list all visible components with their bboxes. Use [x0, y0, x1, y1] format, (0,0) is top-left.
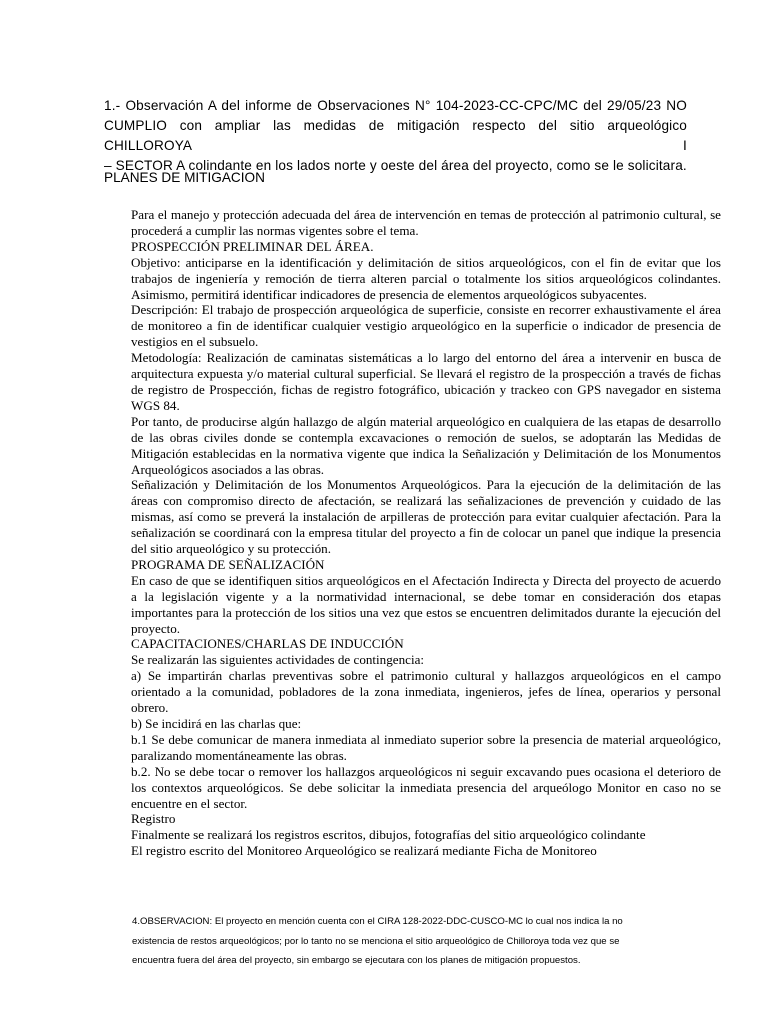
mitigation-plan-body [131, 207, 721, 859]
paragraph-finalmente: Finalmente se realizará los registros escritos, dibujos, fotografías del sitio arqueológico colindante [131, 827, 646, 843]
paragraph-descripcion: Descripción: El trabajo de prospección arqueológica de superficie, consiste en recorrer exhaustivamente el área de monitoreo a fin de identificar cualquier vestigio arqueológico en la superficie o indicador de presencia de vestigios en el subsuelo. [131, 302, 721, 350]
observation-line-2: existencia de restos arqueológicos; por lo tanto no se menciona el sitio arqueológico de Chilloroya toda vez que se [132, 935, 620, 947]
observation-line-1: 4.OBSERVACION: El proyecto en mención cuenta con el CIRA 128-2022-DDC-CUSCO-MC lo cual nos indica la no [132, 916, 623, 927]
paragraph-registro-escrito: El registro escrito del Monitoreo Arqueológico se realizará mediante Ficha de Monitoreo [131, 843, 597, 859]
subheading-programa: PROGRAMA DE SEÑALIZACIÓN [131, 556, 325, 572]
paragraph-senalizacion: Señalización y Delimitación de los Monumentos Arqueológicos. Para la ejecución de la delimitación de las áreas con compromiso directo de afectación, se realizará las señalizaciones de prevención y cuidado de las mismas, así como se preverá la instalación de arpilleras de protección para evitar cualquier afectación. Para la señalización se coordinará con la empresa titular del proyecto a fin de colocar un panel que indique la presencia del sitio arqueológico y su protección. [131, 477, 721, 557]
paragraph-item-b1: b.1 Se debe comunicar de manera inmediata al inmediato superior sobre la presencia de material arqueológico, paralizando momentáneamente las obras. [131, 731, 721, 763]
heading-line-3: – SECTOR A colindante en los lados norte y oeste del área del proyecto, como se le solicitara. [104, 158, 687, 173]
paragraph-en-caso: En caso de que se identifiquen sitios arqueológicos en el Afectación Indirecta y Directa del proyecto de acuerdo a la legislación vigente y a la normatividad internacional, se debe tomar en consideración dos etapas importantes para la protección de los sitios una vez que estos se encuentren delimitados durante la ejecución del proyecto. [131, 572, 721, 636]
paragraph-por-tanto: Por tanto, de producirse algún hallazgo de algún material arqueológico en cualquiera de las etapas de desarrollo de las obras civiles donde se contempla excavaciones o remoción de suelos, se adoptarán las Medidas de Mitigación establecidas en la normativa vigente que indica la Señalización y Delimitación de los Monumentos Arqueológicos asociados a las obras. [131, 413, 721, 477]
observation-heading [104, 96, 687, 176]
paragraph-intro: Para el manejo y protección adecuada del área de intervención en temas de protección al patrimonio cultural, se procederá a cumplir las normas vigentes sobre el tema. [131, 207, 721, 238]
heading-line-2: CUMPLIO con ampliar las medidas de mitigación respecto del sitio arqueológico CHILLOROYA I [104, 118, 687, 153]
paragraph-item-b2: b.2. No se debe tocar o remover los hallazgos arqueológicos ni seguir excavando pues ocasiona el deterioro de los contextos arqueológicos. Se debe solicitar la inmediata presencia del arqueólogo Monitor en caso no se encuentre en el sector. [131, 763, 721, 811]
subheading-registro: Registro [131, 811, 176, 827]
observation-line-3: encuentra fuera del área del proyecto, sin embargo se ejecutara con los planes de mitigación propuestos. [132, 955, 581, 966]
paragraph-actividades: Se realizarán las siguientes actividades de contingencia: [131, 652, 425, 668]
subheading-prospeccion: PROSPECCIÓN PRELIMINAR DEL ÁREA. [131, 238, 374, 254]
section-title: PLANES DE MITIGACION [104, 170, 265, 185]
heading-line-1: 1.- Observación A del informe de Observaciones N° 104-2023-CC-CPC/MC del 29/05/23 NO [104, 98, 687, 113]
observation-note [132, 912, 692, 971]
paragraph-item-b: b) Se incidirá en las charlas que: [131, 716, 302, 731]
paragraph-metodologia: Metodología: Realización de caminatas sistemáticas a lo largo del entorno del área a intervenir en busca de arquitectura expuesta y/o material cultural superficial. Se llevará el registro de la prospección a través de fichas de registro de Prospección, fichas de registro fotográfico, ubicación y trackeo con GPS navegador en sistema WGS 84. [131, 350, 721, 413]
paragraph-objetivo: Objetivo: anticiparse en la identificación y delimitación de sitios arqueológicos, con el fin de evitar que los trabajos de ingeniería y remoción de tierra alteren parcial o totalmente los sitios arqueológicos colindantes. Asimismo, permitirá identificar indicadores de presencia de elementos arqueológicos subyacentes. [131, 254, 721, 302]
subheading-capacitaciones: CAPACITACIONES/CHARLAS DE INDUCCIÓN [131, 636, 404, 652]
paragraph-item-a: a) Se impartirán charlas preventivas sobre el patrimonio cultural y hallazgos arqueológicos en el campo orientado a la comunidad, pobladores de la zona inmediata, ingenieros, jefes de línea, operarios y personal obrero. [131, 668, 721, 716]
